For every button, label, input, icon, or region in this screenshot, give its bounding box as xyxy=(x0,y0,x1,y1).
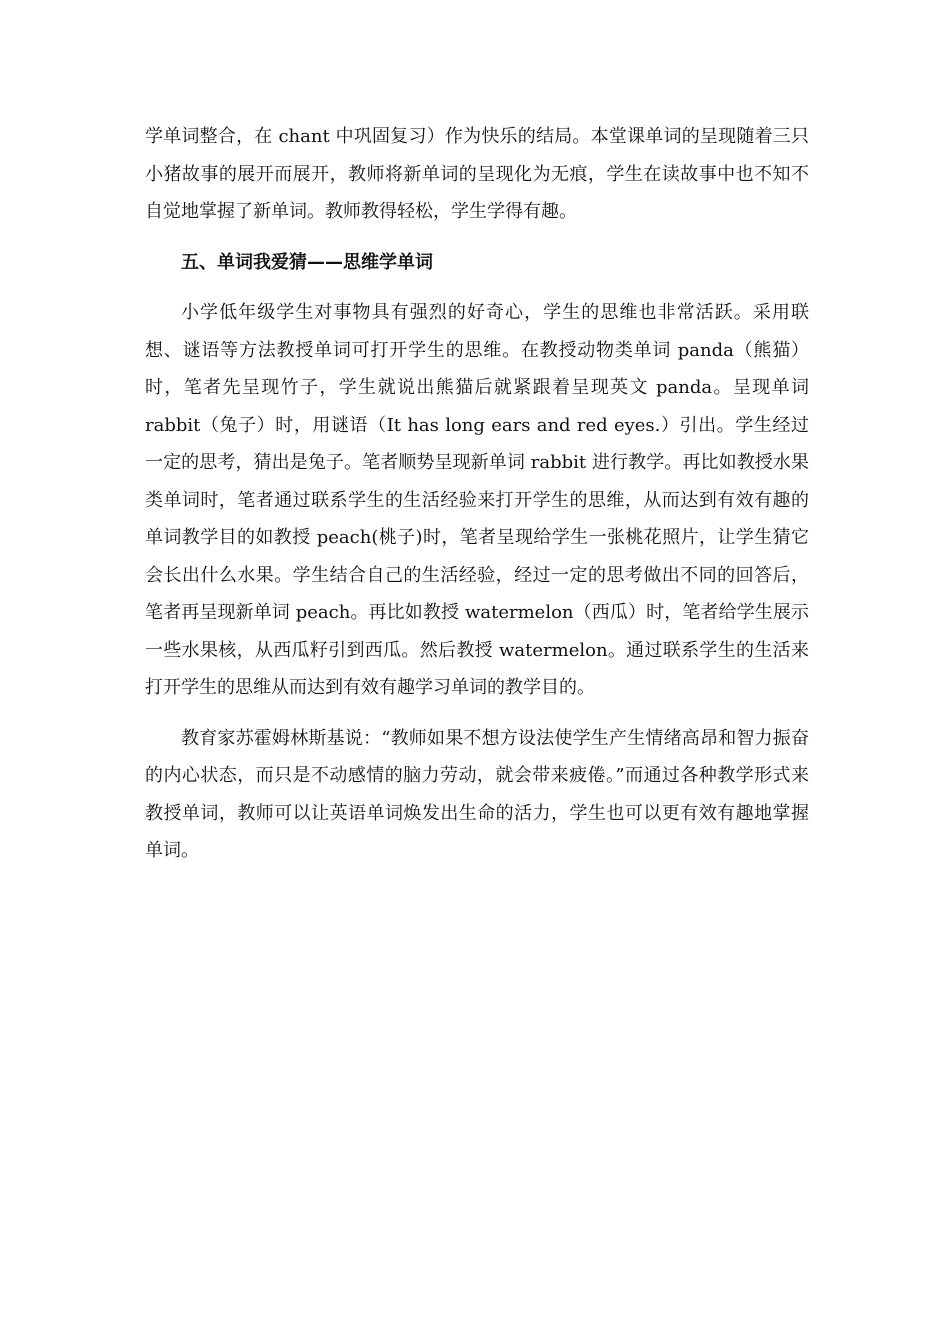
paragraph-sukhomlinsky-quote: 教育家苏霍姆林斯基说：“教师如果不想方设法使学生产生情绪高昂和智力振奋的内心状态，而只是不动感情的脑力劳动，就会带来疲倦。”而通过各种教学形式来教授单词，教师可以让英语单词焕发出生命的活力，学生也可以更有效有趣地掌握单词。 xyxy=(145,727,809,861)
section-heading-five: 五、单词我爱猜——思维学单词 xyxy=(181,251,433,273)
paragraph-story-conclusion: 学单词整合，在 chant 中巩固复习）作为快乐的结局。本堂课单词的呈现随着三只小猪故事的展开而展开，教师将新单词的呈现化为无痕，学生在读故事中也不知不自觉地掌握了新单词。教师教得轻松，学生学得有趣。 xyxy=(145,126,809,222)
paragraph-guessing-words: 小学低年级学生对事物具有强烈的好奇心，学生的思维也非常活跃。采用联想、谜语等方法教授单词可打开学生的思维。在教授动物类单词 panda（熊猫）时，笔者先呈现竹子，学生就说出熊猫后就紧跟着呈现英文 panda。呈现单词 rabbit（兔子）时，用谜语（It has long ears and red eyes.）引出。学生经过一定的思考，猜出是兔子。笔者顺势呈现新单词 rabbit 进行教学。再比如教授水果类单词时，笔者通过联系学生的生活经验来打开学生的思维，从而达到有效有趣的单词教学目的如教授 peach(桃子)时，笔者呈现给学生一张桃花照片，让学生猜它会长出什么水果。学生结合自己的生活经验，经过一定的思考做出不同的回答后，笔者再呈现新单词 peach。再比如教授 watermelon（西瓜）时，笔者给学生展示一些水果核，从西瓜籽引到西瓜。然后教授 watermelon。通过联系学生的生活来打开学生的思维从而达到有效有趣学习单词的教学目的。 xyxy=(145,302,809,698)
document-body xyxy=(145,118,809,870)
